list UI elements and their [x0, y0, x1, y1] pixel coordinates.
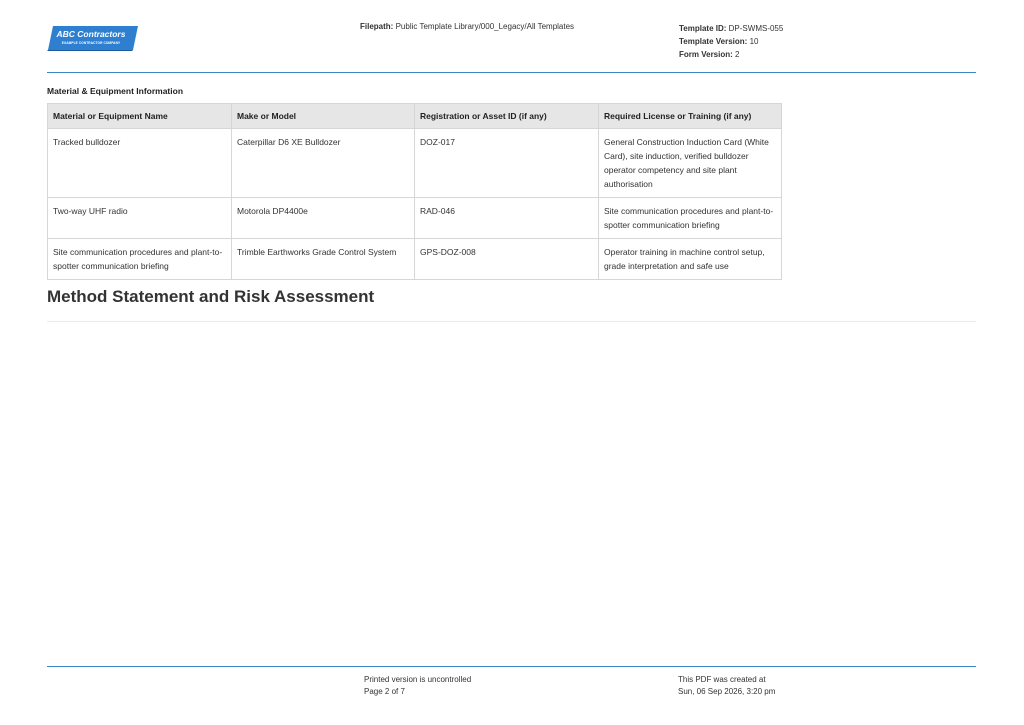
template-id	[679, 22, 783, 35]
filepath-label: Filepath:	[360, 22, 394, 31]
table-cell: Site communication procedures and plant-to-spotter communication briefing	[48, 239, 232, 280]
table-header-row	[48, 104, 782, 129]
column-header: Material or Equipment Name	[48, 104, 232, 129]
column-header: Make or Model	[232, 104, 415, 129]
template-version-value: 10	[749, 37, 759, 46]
heading-divider	[47, 321, 976, 322]
template-id-label: Template ID:	[679, 24, 727, 33]
page-number: Page 2 of 7	[364, 687, 405, 696]
table-cell: Site communication procedures and plant-to-spotter communication briefing	[599, 198, 782, 239]
form-version-value: 2	[735, 50, 740, 59]
header-divider	[47, 72, 976, 73]
template-meta	[679, 22, 783, 61]
table-cell: Motorola DP4400e	[232, 198, 415, 239]
table-row	[48, 198, 782, 239]
company-logo	[47, 25, 139, 51]
table-cell: GPS-DOZ-008	[415, 239, 599, 280]
table-cell: RAD-046	[415, 198, 599, 239]
table-cell: Caterpillar D6 XE Bulldozer	[232, 129, 415, 198]
created-label: This PDF was created at	[678, 675, 766, 684]
template-id-value: DP-SWMS-055	[728, 24, 784, 33]
footer-print-info	[364, 674, 471, 698]
section-title: Material & Equipment Information	[47, 86, 184, 96]
footer-created-info	[678, 674, 775, 698]
form-version	[679, 48, 783, 61]
filepath-value: Public Template Library/000_Legacy/All Templates	[395, 22, 575, 31]
template-version	[679, 35, 783, 48]
footer-divider	[47, 666, 976, 667]
method-statement-heading: Method Statement and Risk Assessment	[47, 287, 375, 306]
logo-name: ABC Contractors	[56, 29, 126, 39]
column-header: Registration or Asset ID (if any)	[415, 104, 599, 129]
table-cell: Trimble Earthworks Grade Control System	[232, 239, 415, 280]
logo-tagline: EXAMPLE CONTRACTOR COMPANY	[61, 41, 121, 45]
equipment-table	[47, 103, 782, 280]
filepath	[360, 22, 574, 31]
table-cell: Tracked bulldozer	[48, 129, 232, 198]
table-cell: Two-way UHF radio	[48, 198, 232, 239]
table-cell: DOZ-017	[415, 129, 599, 198]
table-row	[48, 239, 782, 280]
table-cell: General Construction Induction Card (White Card), site induction, verified bulldozer operator competency and site plant authorisation	[599, 129, 782, 198]
form-version-label: Form Version:	[679, 50, 733, 59]
table-cell: Operator training in machine control setup, grade interpretation and safe use	[599, 239, 782, 280]
column-header: Required License or Training (if any)	[599, 104, 782, 129]
created-timestamp: Sun, 06 Sep 2026, 3:20 pm	[678, 687, 776, 696]
uncontrolled-notice: Printed version is uncontrolled	[364, 675, 472, 684]
template-version-label: Template Version:	[679, 37, 748, 46]
table-row	[48, 129, 782, 198]
